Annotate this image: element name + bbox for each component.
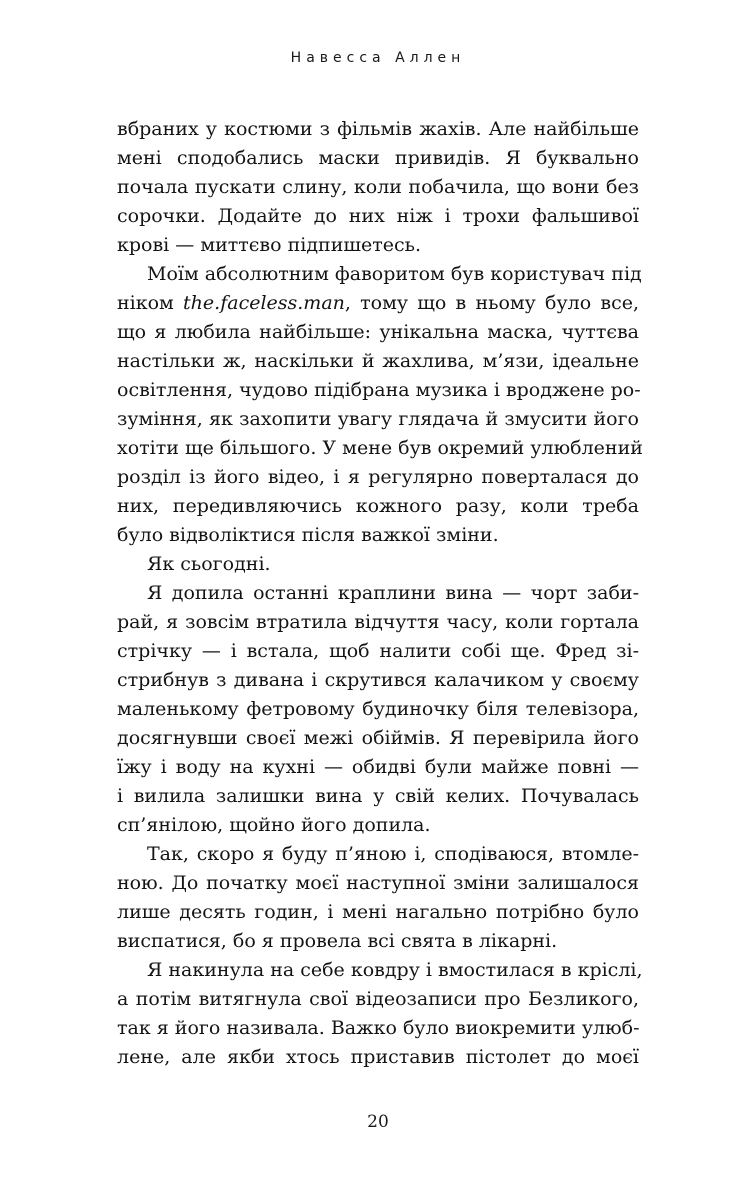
text-line: Я допила останні краплини вина — чорт заби- — [147, 582, 639, 604]
text-line: стрибнув з дивана і скрутився калачиком у своєму — [117, 669, 639, 691]
text-line: було відволіктися після важкої зміни. — [117, 524, 499, 546]
text-line: досягнувши своєї межі обіймів. Я перевірила його — [117, 727, 639, 749]
text-line: почала пускати слину, коли побачила, що вони без — [117, 176, 639, 198]
text-line: сорочки. Додайте до них ніж і трохи фальшивої — [117, 205, 639, 227]
text-line: настільки ж, наскільки й жахлива, м’язи, ідеальне — [117, 350, 639, 372]
text-line: рай, я зовсім втратила відчуття часу, коли гортала — [117, 611, 639, 633]
text-line: лише десять годин, і мені нагально потрібно було — [117, 901, 639, 923]
page-number: 20 — [367, 1112, 389, 1132]
text-line: Я накинула на себе ковдру і вмостилася в кріслі, — [147, 959, 643, 981]
text-line-with-username — [117, 289, 639, 318]
text-line: що я любила найбільше: унікальна маска, чуттєва — [117, 321, 639, 343]
text-line: виспатися, бо я провела всі свята в лікарні. — [117, 930, 558, 952]
text-line: маленькому фетровому будиночку біля телевізора, — [117, 698, 639, 720]
text-line: Так, скоро я буду п’яною і, сподіваюся, втомле- — [147, 843, 639, 865]
text-fragment: ніком — [117, 292, 184, 314]
text-line: лене, але якби хтось приставив пістолет до моєї — [117, 1046, 639, 1068]
text-line: хотіти ще більшого. У мене був окремий улюблений — [117, 437, 643, 459]
username: the.faceless.man — [183, 292, 345, 314]
text-line: їжу і воду на кухні — обидві були майже повні — — [117, 756, 639, 778]
text-line: Моїм абсолютним фаворитом був користувач під — [147, 263, 642, 285]
text-line: вбраних у костюми з фільмів жахів. Але найбільше — [117, 118, 639, 140]
text-line: і вилила залишки вина у свій келих. Почувалась — [117, 785, 639, 807]
text-line: зуміння, як захопити увагу глядача й змусити його — [117, 408, 639, 430]
text-line: розділ із його відео, і я регулярно поверталася до — [117, 466, 639, 488]
running-header: Навесса Аллен — [290, 50, 466, 66]
text-line: мені сподобались маски привидів. Я буквально — [117, 147, 639, 169]
text-line: крові — миттєво підпишетесь. — [117, 234, 422, 256]
text-line: стрічку — і встала, щоб налити собі ще. Фред зі- — [117, 640, 639, 662]
text-line: так я його називала. Важко було виокремити улюб- — [117, 1017, 640, 1039]
page-body — [117, 115, 643, 1072]
text-line: них, передивляючись кожного разу, коли треба — [117, 495, 639, 517]
text-line: ною. До початку моєї наступної зміни залишалося — [117, 872, 639, 894]
text-line: Як сьогодні. — [147, 553, 271, 575]
text-fragment: , тому що в ньому було все, — [344, 292, 640, 314]
text-line: сп’янілою, щойно його допила. — [117, 814, 431, 836]
text-line: освітлення, чудово підібрана музика і вроджене ро- — [117, 379, 641, 401]
text-line: а потім витягнула свої відеозаписи про Безликого, — [117, 988, 639, 1010]
